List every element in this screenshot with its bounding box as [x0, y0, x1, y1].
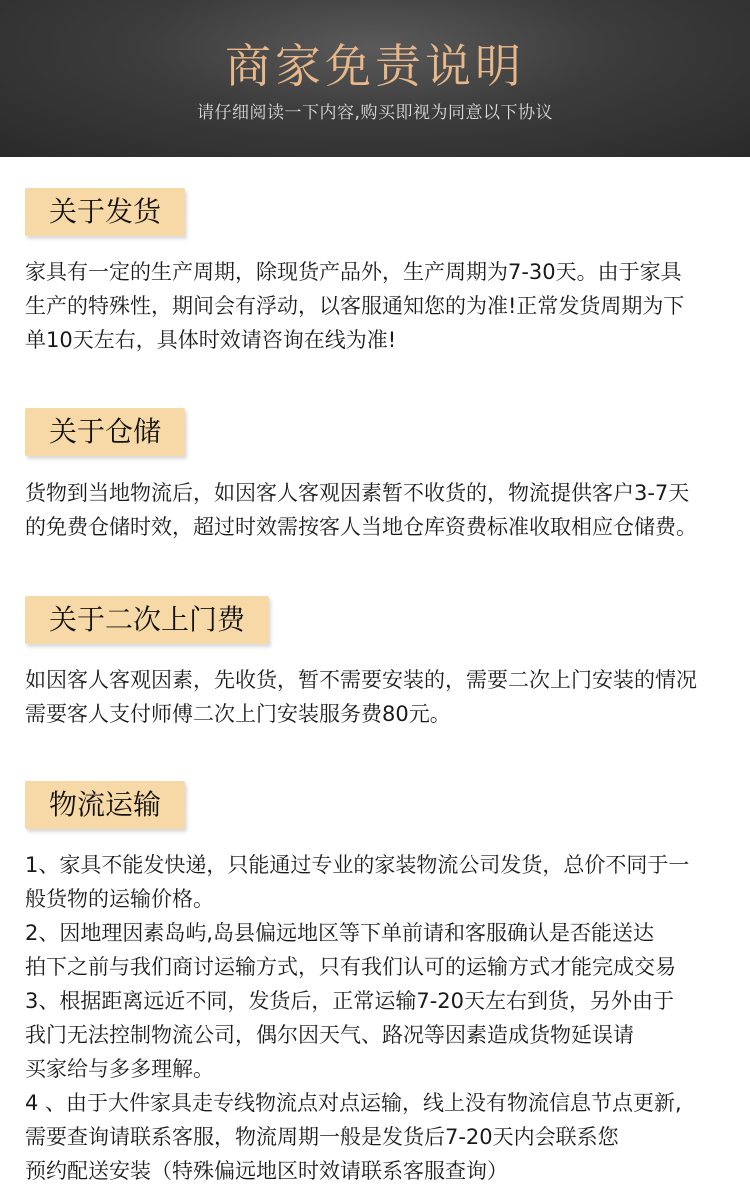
text-line: 货物到当地物流后，如因客人客观因素暂不收货的，物流提供客户3-7天: [25, 481, 690, 505]
text-line: 拍下之前与我们商讨运输方式，只有我们认可的运输方式才能完成交易: [25, 955, 676, 979]
section-title-storage: 关于仓储: [25, 408, 185, 456]
text-line: 2、因地理因素岛屿,岛县偏远地区等下单前请和客服确认是否能送达: [25, 921, 655, 945]
page-title: 商家免责说明: [225, 39, 525, 93]
text-line: 如因客人客观因素，先收货，暂不需要安装的，需要二次上门安装的情况: [25, 668, 697, 692]
section-body-storage: [25, 476, 745, 544]
text-line: 生产的特殊性，期间会有浮动，以客服通知您的为准!正常发货周期为下: [25, 294, 685, 318]
page-subtitle: 请仔细阅读一下内容,购买即视为同意以下协议: [197, 103, 553, 123]
text-line: 预约配送安装（特殊偏远地区时效请联系客服查询）: [25, 1159, 508, 1183]
section-title-shipping: 关于发货: [25, 188, 185, 236]
text-line: 单10天左右，具体时效请咨询在线为准!: [25, 328, 397, 352]
section-body-logistics: [25, 848, 745, 1188]
text-line: 需要客人支付师傅二次上门安装服务费80元。: [25, 702, 451, 726]
section-body-second-visit: [25, 663, 745, 731]
text-line: 买家给与多多理解。: [25, 1057, 214, 1081]
text-line: 般货物的运输价格。: [25, 887, 214, 911]
text-line: 4 、由于大件家具走专线物流点对点运输，线上没有物流信息节点更新,: [25, 1091, 682, 1115]
header-banner: [0, 0, 750, 157]
text-line: 3、根据距离远近不同，发货后，正常运输7-20天左右到货，另外由于: [25, 989, 675, 1013]
section-title-second-visit: 关于二次上门费: [25, 596, 269, 644]
section-title-logistics: 物流运输: [25, 781, 185, 829]
text-line: 1、家具不能发快递，只能通过专业的家装物流公司发货，总价不同于一: [25, 853, 690, 877]
text-line: 需要查询请联系客服，物流周期一般是发货后7-20天内会联系您: [25, 1125, 619, 1149]
text-line: 的免费仓储时效，超过时效需按客人当地仓库资费标准收取相应仓储费。: [25, 515, 697, 539]
section-body-shipping: [25, 255, 745, 357]
text-line: 家具有一定的生产周期，除现货产品外，生产周期为7-30天。由于家具: [25, 260, 682, 284]
text-line: 我门无法控制物流公司，偶尔因天气、路况等因素造成货物延误请: [25, 1023, 634, 1047]
